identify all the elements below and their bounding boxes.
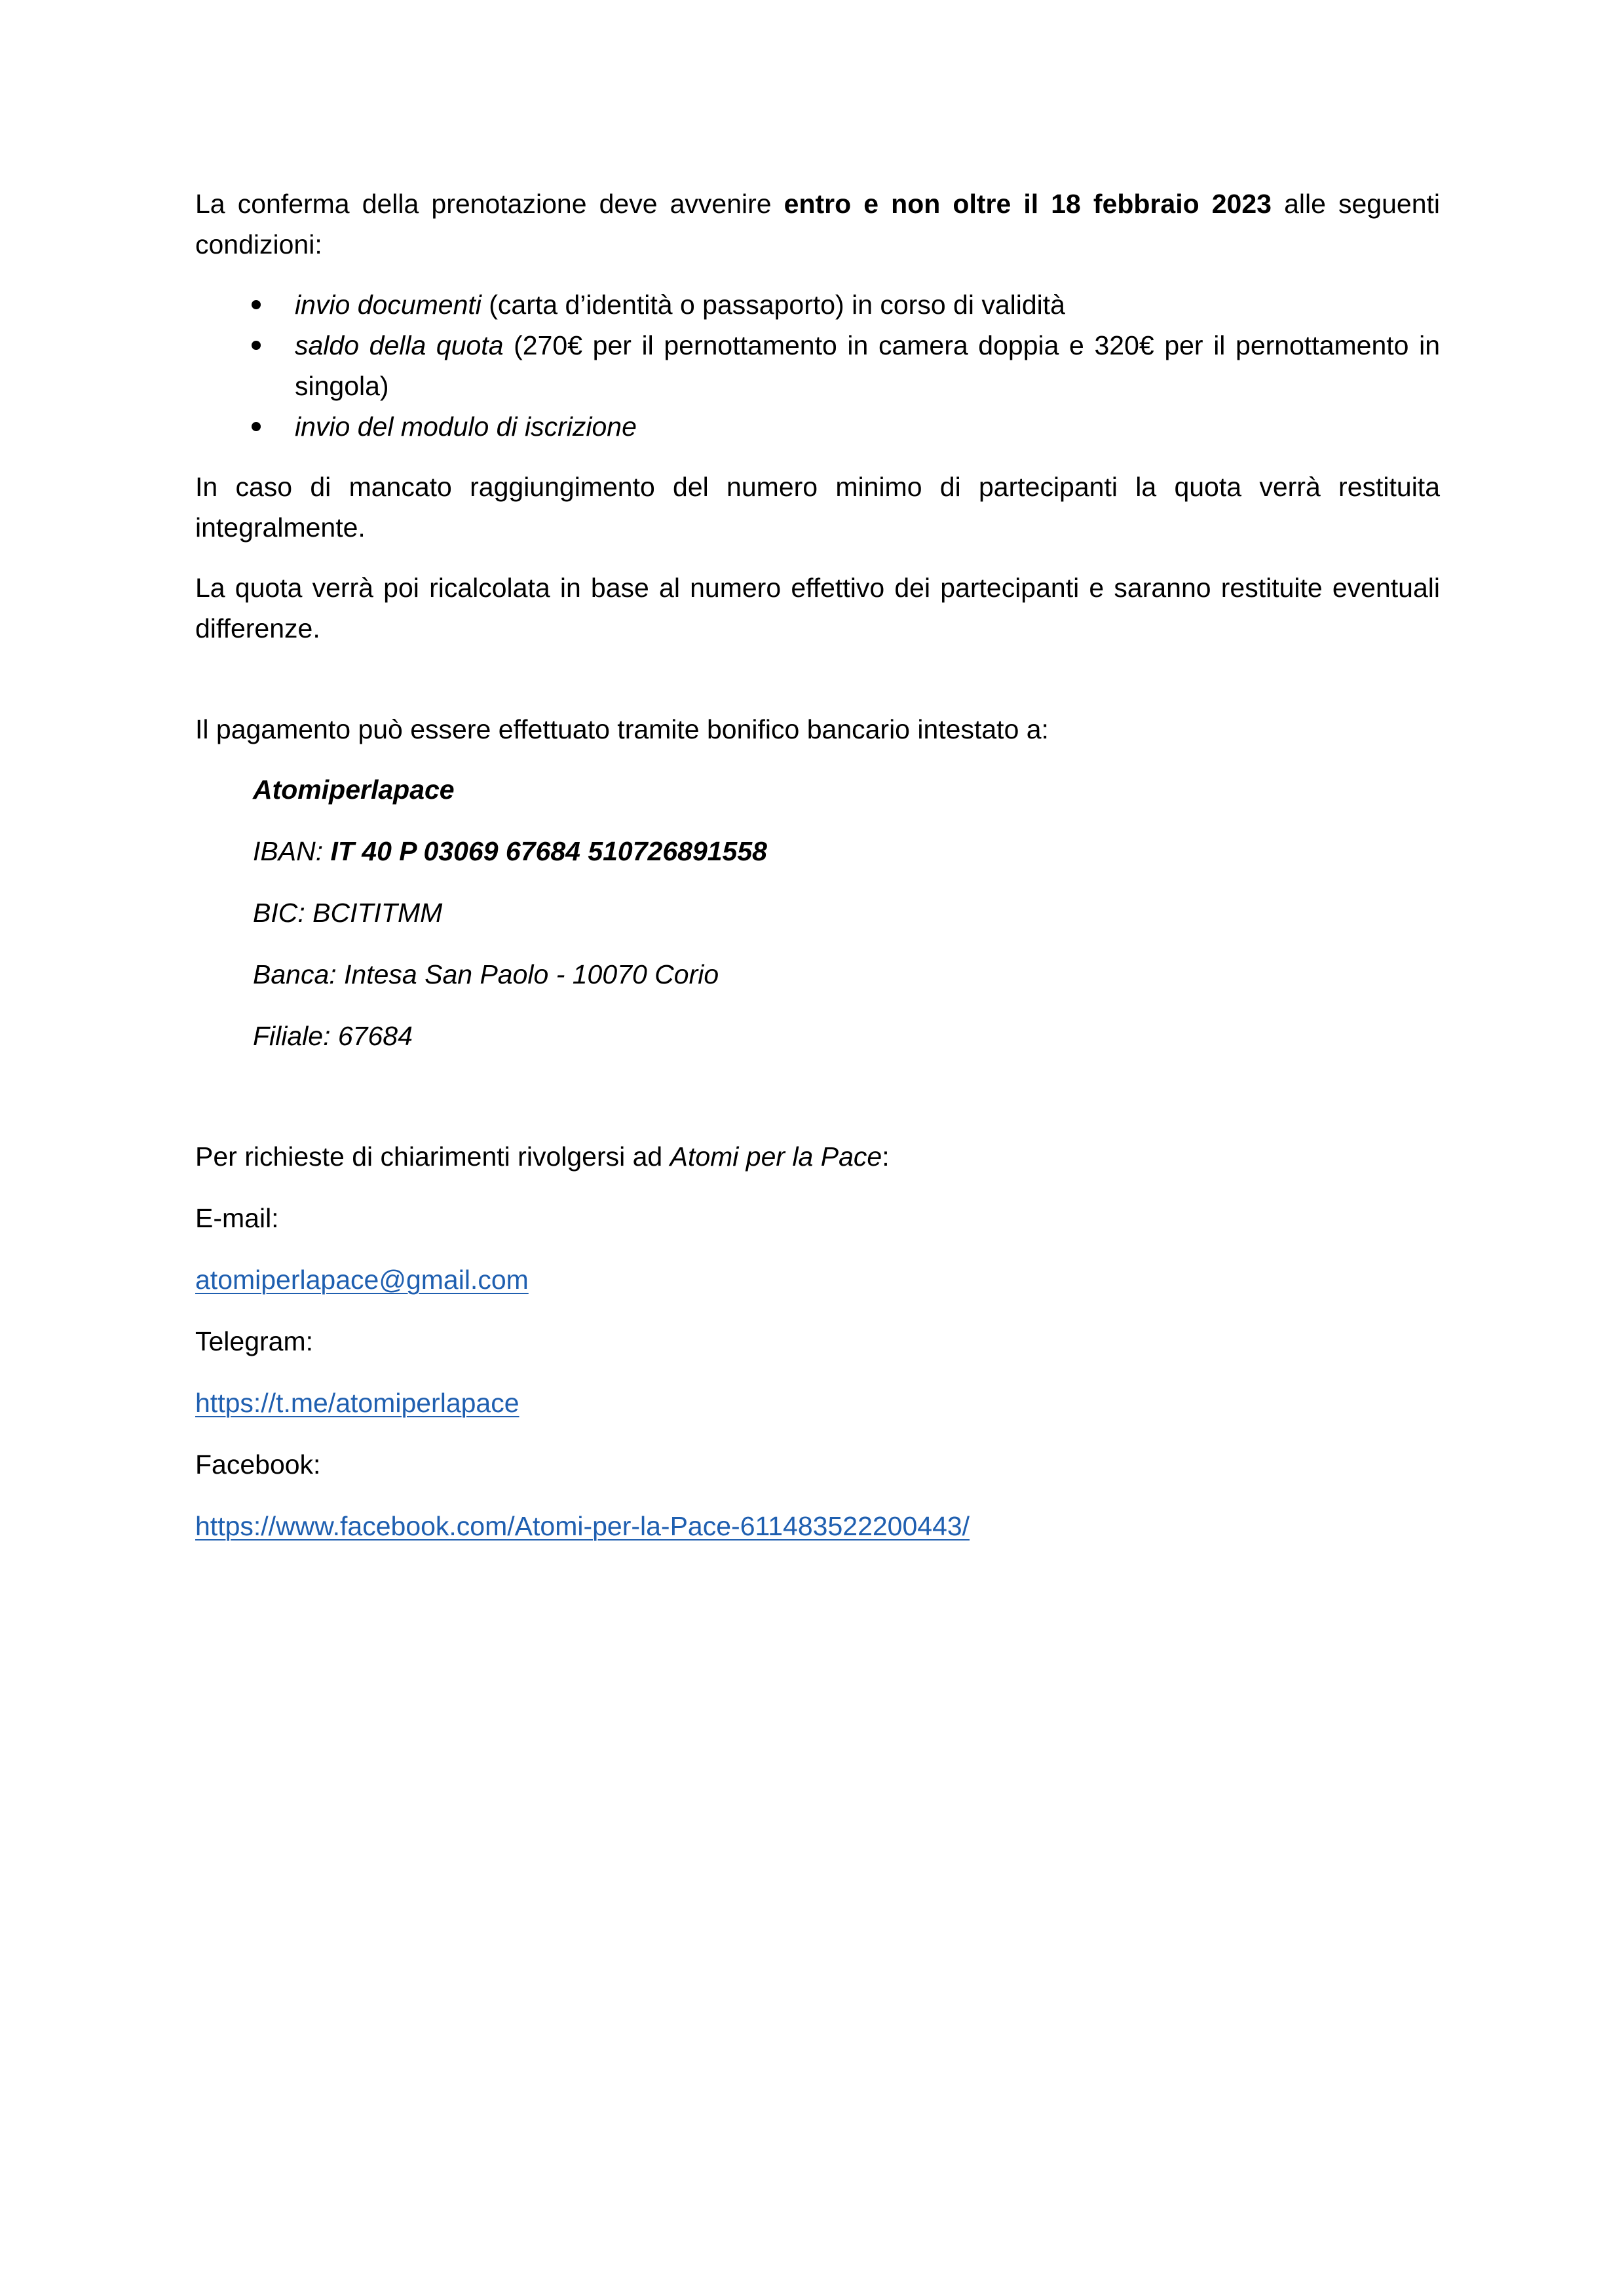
conditions-list [195, 284, 1440, 447]
bullet-icon [252, 422, 261, 431]
confirmation-deadline: entro e non oltre il 18 febbraio 2023 [784, 189, 1272, 219]
email-link[interactable]: atomiperlapace@gmail.com [195, 1265, 529, 1295]
condition-emphasis: saldo della quota [295, 330, 504, 360]
bullet-icon [252, 341, 261, 350]
contact-intro-after: : [882, 1141, 890, 1172]
bank-bic: BIC: BCITITMM [253, 898, 443, 928]
bank-details [195, 769, 1440, 1056]
condition-detail: (carta d’identità o passaporto) in corso di validità [481, 290, 1065, 320]
list-item [195, 406, 1440, 447]
spacer [195, 1077, 1440, 1136]
iban-label: IBAN: [253, 836, 331, 866]
telegram-label: Telegram: [195, 1326, 314, 1356]
facebook-link[interactable]: https://www.facebook.com/Atomi-per-la-Pace-611483522200443/ [195, 1511, 970, 1541]
bank-holder-name: Atomiperlapace [253, 775, 455, 805]
list-item [195, 325, 1440, 406]
bank-branch: Filiale: 67684 [253, 1021, 413, 1051]
bullet-icon [252, 300, 261, 309]
contact-intro [195, 1136, 1440, 1177]
refund-paragraph: In caso di mancato raggiungimento del numero minimo di partecipanti la quota verrà restituita integralmente. [195, 472, 1440, 543]
bank-holder [253, 769, 1440, 810]
list-item [195, 284, 1440, 325]
payment-intro: Il pagamento può essere effettuato tramite bonifico bancario intestato a: [195, 714, 1049, 744]
confirmation-paragraph [195, 183, 1440, 265]
iban-value: IT 40 P 03069 67684 510726891558 [330, 836, 767, 866]
contact-intro-before: Per richieste di chiarimenti rivolgersi ad [195, 1141, 670, 1172]
facebook-line [195, 1506, 1440, 1546]
bank-iban [253, 831, 1440, 871]
telegram-link[interactable]: https://t.me/atomiperlapace [195, 1388, 519, 1418]
document-page [195, 183, 1440, 1567]
condition-detail: (270€ per il pernottamento in camera doppia e 320€ per il pernottamento in singola) [295, 330, 1440, 401]
confirmation-text-after: alle seguenti condizioni: [195, 189, 1440, 259]
confirmation-text-before: La conferma della prenotazione deve avvenire [195, 189, 784, 219]
telegram-line [195, 1383, 1440, 1423]
condition-emphasis: invio del modulo di iscrizione [295, 411, 637, 442]
bank-name: Banca: Intesa San Paolo - 10070 Corio [253, 959, 719, 989]
email-label: E-mail: [195, 1203, 279, 1233]
contact-org: Atomi per la Pace [670, 1141, 882, 1172]
recalculation-paragraph: La quota verrà poi ricalcolata in base al numero effettivo dei partecipanti e saranno restituite eventuali differenze. [195, 573, 1440, 643]
email-line [195, 1259, 1440, 1300]
contact-section [195, 1136, 1440, 1546]
spacer [195, 649, 1440, 709]
facebook-label: Facebook: [195, 1449, 321, 1480]
condition-emphasis: invio documenti [295, 290, 482, 320]
